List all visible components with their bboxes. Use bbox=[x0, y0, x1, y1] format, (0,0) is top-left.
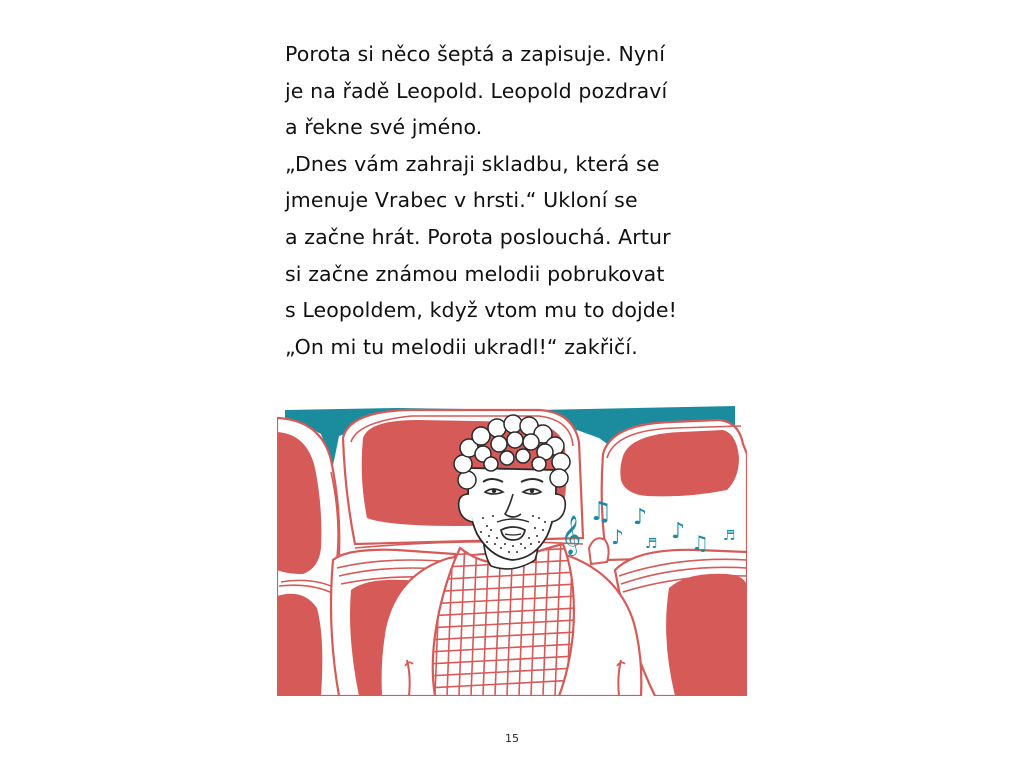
story-line: si začne známou melodii pobrukovat bbox=[285, 261, 665, 286]
story-line: a začne hrát. Porota poslouchá. Artur bbox=[285, 224, 671, 249]
open-mouth bbox=[501, 527, 525, 540]
story-line: „Dnes vám zahraji skladbu, která se bbox=[285, 151, 660, 176]
music-note-icon: ♪ bbox=[671, 519, 686, 544]
story-line: „On mi tu melodii ukradl!“ zakřičí. bbox=[285, 334, 638, 359]
story-line: Porota si něco šeptá a zapisuje. Nyní bbox=[285, 42, 666, 66]
story-text bbox=[285, 36, 765, 365]
music-note-icon: ♪ bbox=[633, 505, 648, 530]
music-note-icon: ♪ bbox=[611, 525, 624, 549]
music-note-icon: ♫ bbox=[589, 497, 613, 527]
treble-clef-icon: 𝄞 bbox=[561, 515, 582, 555]
armrest bbox=[589, 538, 609, 564]
story-line: je na řadě Leopold. Leopold pozdraví bbox=[285, 78, 668, 103]
story-line: s Leopoldem, když vtom mu to dojde! bbox=[285, 298, 677, 323]
music-note-icon: ♬ bbox=[645, 536, 658, 552]
music-note-icon: ♫ bbox=[691, 531, 709, 555]
music-note-icon: ♬ bbox=[723, 528, 736, 544]
story-line: jmenuje Vrabec v hrsti.“ Ukloní se bbox=[285, 188, 638, 213]
illustration bbox=[277, 398, 747, 696]
page-number: 15 bbox=[505, 732, 519, 745]
story-line: a řekne své jméno. bbox=[285, 115, 483, 140]
